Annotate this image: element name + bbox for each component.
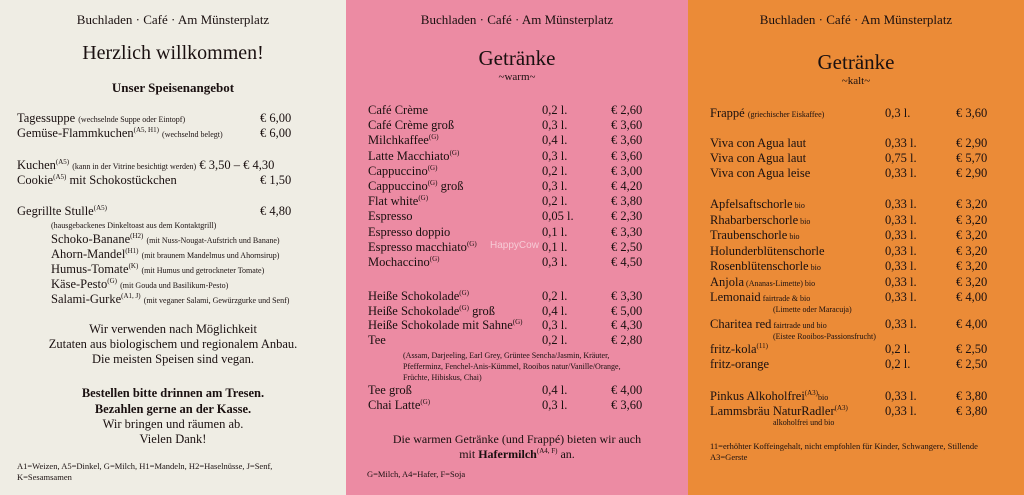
drink-item: Flat white$^{(G)}$ (368, 194, 429, 209)
drink-price: € 3,30 (611, 224, 643, 239)
drink-price: € 4,00 (611, 383, 643, 397)
drink-size: 0,33 l. (885, 274, 917, 289)
panel-header: Buchladen · Café · Am Münsterplatz (420, 12, 614, 27)
drink-item: Latte Macchiato$^{(G)}$ (368, 148, 460, 163)
oat-milk-info: Die warmen Getränke (und Frappé) bieten wir auch mit Hafermilch$^{(A4, F)}$ an. (392, 432, 642, 461)
drink-size: 0,3 l. (542, 255, 568, 269)
panel-header: Buchladen · Café · Am Münsterplatz (759, 12, 953, 27)
menu-item: Gemüse-Flammkuchen$^{(A5, H1)}$ (wechselnd belegt) (17, 125, 223, 140)
cold-subtitle: ~kalt~ (841, 75, 871, 87)
food-subtitle: Unser Speisenangebot (111, 80, 235, 95)
drink-price: € 3,60 (611, 398, 643, 412)
stulle-item: Humus-Tomate$^{(K)}$ (mit Humus und getrockneter Tomate) (51, 261, 265, 276)
drink-item: Heiße Schokolade mit Sahne$^{(G)}$ (368, 318, 523, 333)
drink-item: Pinkus Alkoholfrei$^{(A3)}$bio (710, 388, 829, 403)
drink-size: 0,2 l. (885, 342, 911, 356)
warm-subtitle: ~warm~ (498, 71, 536, 83)
drink-price: € 3,30 (611, 289, 643, 303)
drink-size: 0,33 l. (885, 290, 917, 304)
menu-price: € 6,00 (260, 126, 292, 140)
drink-size: 0,1 l. (542, 224, 568, 239)
drink-price: € 2,50 (956, 342, 988, 356)
stulle-item: Käse-Pesto$^{(G)}$ (mit Gouda und Basilikum-Pesto) (51, 276, 229, 291)
drink-size: 0,33 l. (885, 404, 917, 418)
drink-item: fritz-kola$^{(11)}$ (710, 341, 768, 356)
drink-size: 0,33 l. (885, 228, 917, 242)
drink-price: € 5,70 (956, 151, 988, 165)
drink-size: 0,3 l. (885, 106, 911, 120)
drink-item: Apfelsaftschorle bio (710, 197, 805, 211)
drink-price: € 5,00 (611, 303, 643, 318)
drink-size: 0,2 l. (542, 194, 568, 209)
menu-item: Kuchen$^{(A5)}$ (kann in der Vitrine besichtigt werden) € 3,50 – € 4,30 (17, 157, 275, 172)
drink-size: 0,3 l. (542, 179, 568, 193)
drink-price: € 3,60 (611, 118, 643, 133)
drink-size: 0,3 l. (542, 318, 568, 333)
drink-size: 0,33 l. (885, 136, 917, 150)
order-info: Bestellen bitte drinnen am Tresen. Bezahlen gerne an der Kasse. (81, 386, 265, 416)
drink-price: € 2,90 (956, 136, 988, 150)
drink-size: 0,1 l. (542, 239, 568, 254)
drink-price: € 2,60 (611, 103, 643, 117)
drink-price: € 3,20 (956, 259, 988, 273)
cold-drinks-panel (688, 0, 1024, 495)
drink-price: € 4,20 (611, 179, 643, 193)
drink-item: Espresso (368, 209, 413, 224)
drink-price: € 3,20 (956, 197, 988, 211)
drink-size: 0,2 l. (542, 289, 568, 303)
drink-item: Lammsbräu NaturRadler$^{(A3)}$ (710, 403, 848, 418)
drink-price: € 4,50 (611, 255, 643, 269)
drink-size: 0,2 l. (542, 333, 568, 348)
drink-size: 0,33 l. (885, 259, 917, 273)
drink-price: € 3,80 (611, 194, 643, 209)
drink-size: 0,75 l. (885, 151, 917, 165)
drink-item: Mochaccino$^{(G)}$ (368, 254, 440, 269)
tea-varieties-note: (Assam, Darjeeling, Earl Grey, Grüntee Sencha/Jasmin, Kräuter, Pfefferminz, Fenchel-Anis-Kümmel, Rooibos natur/Vanille/Orange, Früchte, Hibiskus, Chai) (403, 351, 621, 382)
drink-size: 0,4 l. (542, 383, 568, 397)
menu-price: € 1,50 (260, 173, 292, 187)
panel-header: Buchladen · Café · Am Münsterplatz (76, 12, 270, 27)
drink-size: 0,3 l. (542, 118, 568, 133)
menu-item: Gegrillte Stulle$^{(A5)}$ (17, 203, 107, 218)
drink-size: 0,33 l. (885, 166, 917, 180)
menu-price: € 4,80 (260, 204, 292, 218)
drink-price: € 3,80 (956, 404, 988, 418)
drink-price: € 2,30 (611, 209, 643, 224)
drink-item: Espresso doppio (368, 224, 451, 239)
drink-size: 0,33 l. (885, 389, 917, 403)
sourcing-info: Wir verwenden nach Möglichkeit Zutaten aus biologischem und regionalem Anbau. Die meisten Speisen sind vegan. (48, 322, 298, 366)
drink-size: 0,3 l. (542, 398, 568, 412)
drink-item: Lemonaid fairtrade & bio (710, 290, 811, 304)
drink-size: 0,05 l. (542, 209, 574, 224)
drink-item: Rhabarberschorle bio (710, 212, 811, 227)
drink-size: 0,2 l. (542, 103, 568, 117)
drink-item: Rosenblütenschorle bio (710, 259, 821, 273)
drink-item: Cappuccino$^{(G)}$ groß (368, 178, 464, 193)
drink-item: Milchkaffee$^{(G)}$ (368, 133, 439, 148)
stulle-item: Schoko-Banane$^{(H2)}$ (mit Nuss-Nougat-Aufstrich und Banane) (51, 231, 280, 246)
stulle-item: Ahorn-Mandel$^{(H1)}$ (mit braunem Mandelmus und Ahornsirup) (51, 246, 280, 261)
drink-item: Café Crème (368, 103, 429, 117)
drink-size: 0,2 l. (542, 163, 568, 178)
drink-item: Heiße Schokolade$^{(G)}$ groß (368, 303, 496, 318)
drink-item: Tee groß (368, 383, 412, 397)
drink-item: Café Crème groß (368, 118, 455, 133)
drink-price: € 3,80 (956, 389, 988, 403)
drink-price: € 3,60 (611, 148, 643, 163)
drink-size: 0,33 l. (885, 212, 917, 227)
welcome-title: Herzlich willkommen! (82, 42, 264, 64)
drink-price: € 2,90 (956, 166, 988, 180)
drink-item: Anjola (Ananas-Limette) bio (710, 274, 816, 289)
drink-price: € 4,30 (611, 318, 643, 333)
drink-price: € 2,50 (956, 357, 988, 371)
drink-price: € 3,20 (956, 228, 988, 242)
drink-item: Charitea red fairtrade und bio (710, 317, 827, 331)
drink-price: € 3,60 (611, 133, 643, 148)
drink-price: € 3,20 (956, 212, 988, 227)
drink-item: Viva con Agua leise (710, 166, 811, 180)
drink-item: Frappé (griechischer Eiskaffee) (710, 106, 825, 120)
drink-size: 0,4 l. (542, 303, 568, 318)
drink-item: Tee (368, 333, 386, 348)
lemonaid-note: (Limette oder Maracuja) (773, 305, 852, 314)
drink-price: € 3,00 (611, 163, 643, 178)
drink-price: € 3,20 (956, 243, 988, 258)
allergen-footnote: G=Milch, A4=Hafer, F=Soja (367, 469, 466, 479)
drink-size: 0,3 l. (542, 148, 568, 163)
drink-price: € 2,80 (611, 333, 643, 348)
stulle-item: Salami-Gurke$^{(A1, J)}$ (mit veganer Salami, Gewürzgurke und Senf) (51, 291, 290, 306)
thanks-info: Wir bringen und räumen ab. Vielen Dank! (102, 417, 244, 446)
drink-size: 0,4 l. (542, 133, 568, 148)
allergen-footnote: A1=Weizen, A5=Dinkel, G=Milch, H1=Mandeln, H2=Haselnüsse, J=Senf, K=Sesamsamen (17, 461, 273, 482)
drinks-title: Getränke (817, 50, 895, 74)
drink-size: 0,33 l. (885, 317, 917, 331)
menu-price: € 6,00 (260, 111, 292, 125)
menu-item: Tagessuppe (wechselnde Suppe oder Eintopf) (17, 111, 186, 125)
drink-size: 0,2 l. (885, 357, 911, 371)
drink-item: fritz-orange (710, 357, 769, 371)
drink-item: Viva con Agua laut (710, 136, 807, 150)
drink-size: 0,33 l. (885, 197, 917, 211)
drink-price: € 3,20 (956, 274, 988, 289)
drink-item: Cappuccino$^{(G)}$ (368, 163, 438, 178)
drink-item: Chai Latte$^{(G)}$ (368, 397, 431, 412)
drink-price: € 4,00 (956, 317, 988, 331)
food-menu-panel (0, 0, 346, 495)
watermark: HappyCow (490, 240, 539, 251)
drink-price: € 3,60 (956, 106, 988, 120)
drink-size: 0,33 l. (885, 243, 917, 258)
beer-note: alkoholfrei und bio (773, 418, 835, 427)
drink-item: Espresso macchiato$^{(G)}$ (368, 239, 477, 254)
drink-price: € 2,50 (611, 239, 643, 254)
drink-item: Heiße Schokolade$^{(G)}$ (368, 288, 470, 303)
drink-item: Traubenschorle bio (710, 228, 800, 242)
drink-item: Holunderblütenschorle (710, 243, 825, 258)
stulle-note: (hausgebackenes Dinkeltoast aus dem Kontaktgrill) (51, 221, 217, 230)
drinks-title: Getränke (478, 46, 556, 70)
menu-item: Cookie$^{(A5)}$ mit Schokostückchen (17, 172, 177, 187)
charitea-note: (Eistee Rooibos-Passionsfrucht) (773, 332, 876, 341)
caffeine-footnote: 11=erhöhter Koffeingehalt, nicht empfohlen für Kinder, Schwangere, Stillende A3=Gerste (710, 441, 978, 462)
drink-price: € 4,00 (956, 290, 988, 304)
drink-item: Viva con Agua laut (710, 151, 807, 165)
